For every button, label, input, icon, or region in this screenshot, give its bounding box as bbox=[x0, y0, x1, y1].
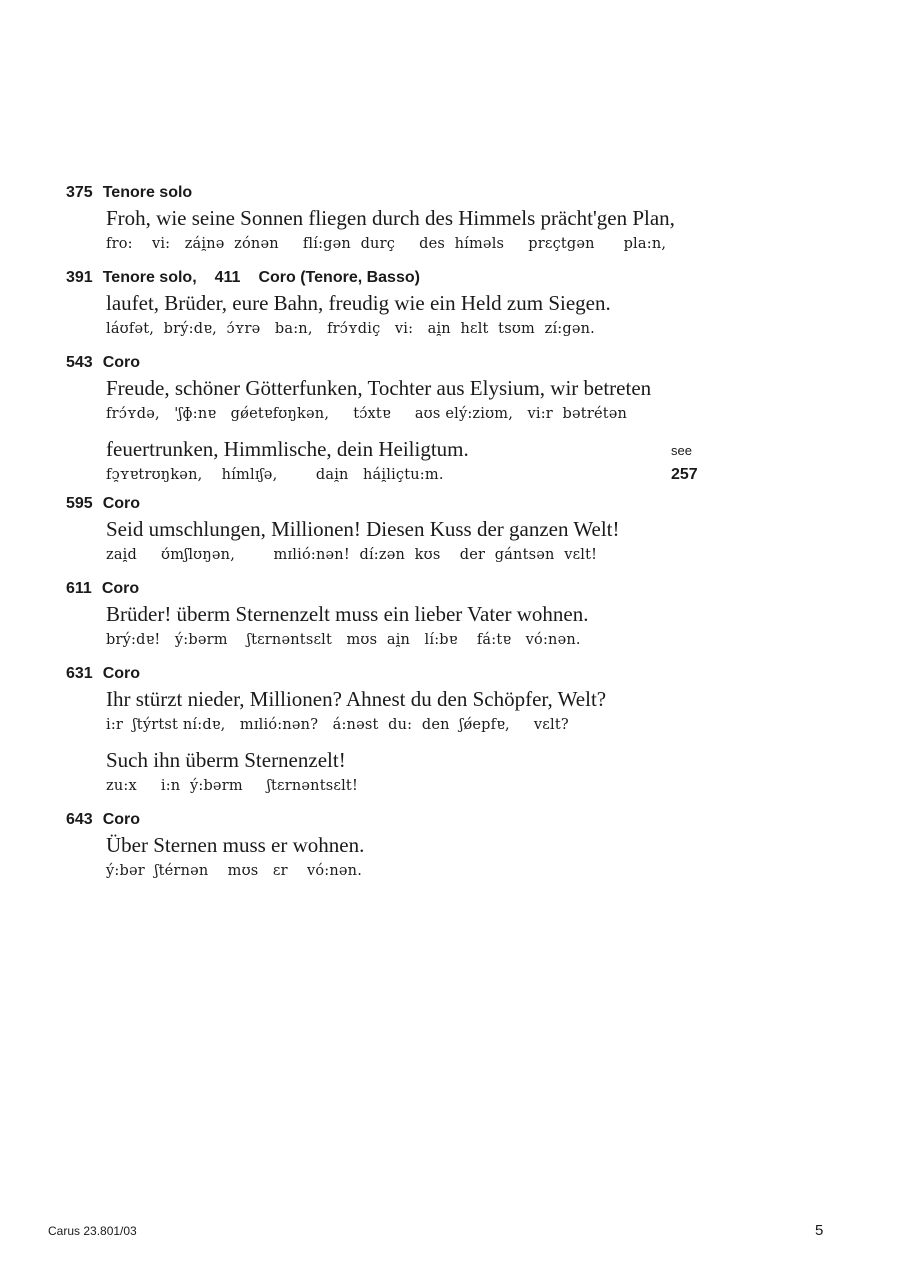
measure-number: 643 bbox=[66, 811, 93, 828]
voice-label: Tenore solo, bbox=[102, 269, 197, 286]
measure-number: 543 bbox=[66, 354, 93, 371]
ipa-line: láʊfət, brý:dɐ, ɔ́ʏrə ba:n, frɔ́ʏdiç vi: ai̯n hɛlt tsʊm zí:gən. bbox=[106, 321, 595, 337]
ipa-line: ý:bər ʃtérnən mʊs ɛr vó:nən. bbox=[106, 863, 363, 879]
section-heading bbox=[66, 665, 140, 683]
section-heading bbox=[66, 495, 140, 513]
german-line: Brüder! überm Sternenzelt muss ein lieber Vater wohnen. bbox=[106, 602, 589, 626]
german-line: Ihr stürzt nieder, Millionen? Ahnest du den Schöpfer, Welt? bbox=[106, 687, 607, 711]
see-reference-label: see bbox=[671, 443, 692, 458]
measure-number: 595 bbox=[66, 495, 93, 512]
voice-label: Coro bbox=[102, 354, 141, 371]
voice-label: Tenore solo bbox=[102, 184, 193, 201]
section-heading bbox=[66, 580, 139, 598]
voice-label: Coro bbox=[101, 580, 140, 597]
voice-label: Coro bbox=[102, 665, 141, 682]
voice-label-secondary: Coro (Tenore, Basso) bbox=[258, 269, 420, 286]
german-line: Seid umschlungen, Millionen! Diesen Kuss der ganzen Welt! bbox=[106, 517, 620, 541]
voice-label: Coro bbox=[102, 495, 141, 512]
measure-number: 611 bbox=[66, 580, 92, 597]
german-line-continued: feuertrunken, Himmlische, dein Heiligtum. bbox=[106, 437, 469, 461]
footer-catalog-number: Carus 23.801/03 bbox=[48, 1224, 137, 1238]
section-heading bbox=[66, 811, 140, 829]
section-heading bbox=[66, 354, 140, 372]
ipa-line-continued: zu:x i:n ý:bərm ʃtɛrnəntsɛlt! bbox=[106, 778, 358, 794]
measure-number: 375 bbox=[66, 184, 93, 201]
see-reference-number: 257 bbox=[671, 466, 698, 483]
ipa-line: brý:dɐ! ý:bərm ʃtɛrnəntsɛlt mʊs ai̯n lí:bɐ fá:tɐ vó:nən. bbox=[106, 632, 581, 648]
measure-number: 631 bbox=[66, 665, 93, 682]
measure-number: 391 bbox=[66, 269, 93, 286]
ipa-line: fro: vi: zái̯nə zónən flí:gən durç des híməls prɛçtgən pla:n, bbox=[106, 236, 667, 252]
german-line: Freude, schöner Götterfunken, Tochter aus Elysium, wir betreten bbox=[106, 376, 652, 400]
section-heading bbox=[66, 269, 420, 287]
german-line: Froh, wie seine Sonnen fliegen durch des Himmels prächt'gen Plan, bbox=[106, 206, 675, 230]
ipa-line: zai̯d ʊ́mʃlʊŋən, mɪlió:nən! dí:zən kʊs der gántsən vɛlt! bbox=[106, 547, 598, 563]
german-line: Über Sternen muss er wohnen. bbox=[106, 833, 365, 857]
ipa-line: i:r ʃtýrtst ní:dɐ, mɪlió:nən? á:nəst du: den ʃǿepfɐ, vɛlt? bbox=[106, 717, 569, 733]
ipa-line-continued: fɔ̯ʏɐtrʊŋkən, hímlɪʃə, dai̯n hái̯liçtu:m. bbox=[106, 467, 444, 483]
section-heading bbox=[66, 184, 192, 202]
voice-label: Coro bbox=[102, 811, 141, 828]
german-line-continued: Such ihn überm Sternenzelt! bbox=[106, 748, 346, 772]
measure-number-secondary: 411 bbox=[214, 269, 241, 286]
page-number: 5 bbox=[815, 1222, 824, 1239]
ipa-line: frɔ́ʏdə, 'ʃɸ:nɐ gǿetɐfʊŋkən, tɔ́xtɐ aʊs elý:ziʊm, vi:r bətrétən bbox=[106, 406, 628, 422]
german-line: laufet, Brüder, eure Bahn, freudig wie ein Held zum Siegen. bbox=[106, 291, 611, 315]
